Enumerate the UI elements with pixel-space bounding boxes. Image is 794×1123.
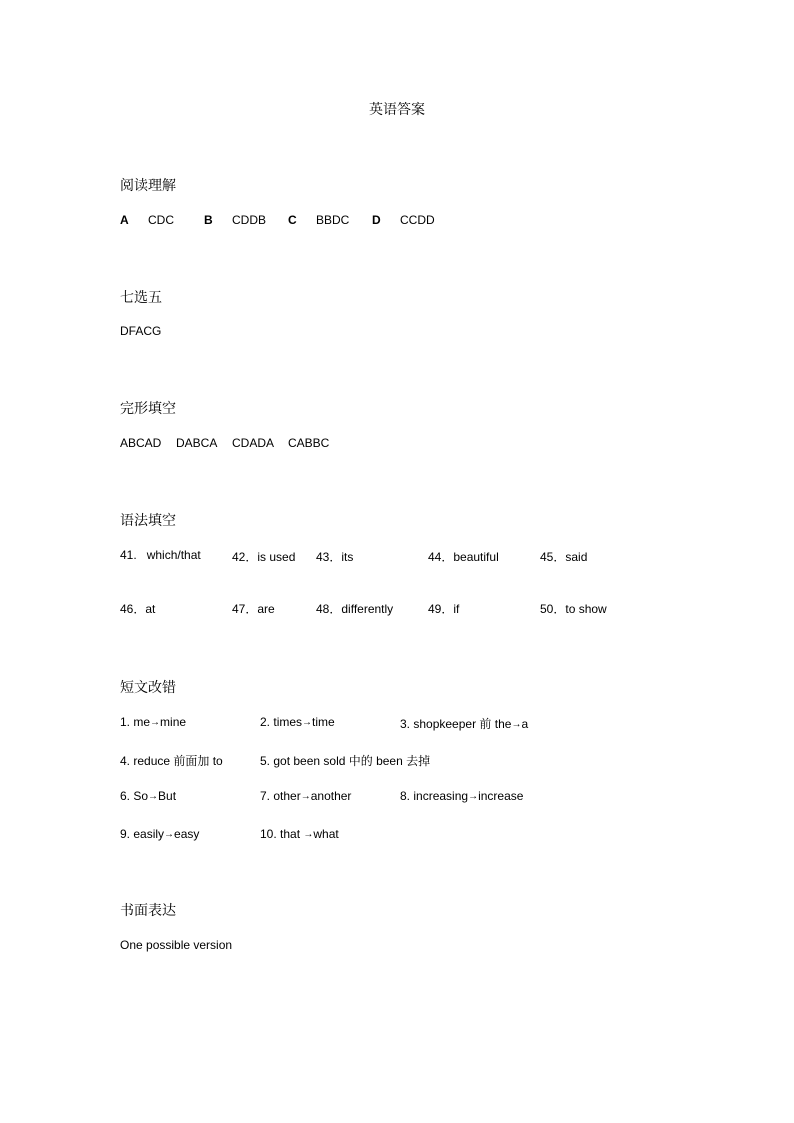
grammar-item: 42．is used [232,550,296,564]
arrow-icon: → [511,719,522,730]
page-title: 英语答案 [369,101,425,117]
arrow-icon: → [303,829,314,840]
grammar-item: 49．if [428,602,460,616]
cloze-group: CDADA [232,436,275,450]
error-correction-heading: 短文改错 [120,679,176,695]
correction-item: 10. that →what [260,827,339,841]
correction-item: 9. easily→easy [120,827,200,841]
cloze-group: CABBC [288,436,330,450]
grammar-item: 44．beautiful [428,550,499,564]
correction-item: 7. other→another [260,789,352,803]
grammar-item: 48．differently [316,602,394,616]
correction-item: 3. shopkeeper 前 the→a [400,717,529,731]
correction-item: 4. reduce 前面加 to [120,754,223,768]
arrow-icon: → [150,717,161,728]
seven-five-answer: DFACG [120,324,162,338]
reading-answer-b: CDDB [232,213,267,227]
arrow-icon: → [164,829,175,840]
reading-label-a: A [120,213,129,227]
arrow-icon: → [302,717,313,728]
arrow-icon: → [300,791,311,802]
grammar-item: 46．at [120,602,156,616]
writing-heading: 书面表达 [120,902,176,918]
cloze-heading: 完形填空 [120,400,176,416]
reading-label-b: B [204,213,213,227]
writing-text: One possible version [120,938,233,952]
correction-item: 8. increasing→increase [400,789,524,803]
correction-item: 2. times→time [260,715,335,729]
reading-label-c: C [288,213,297,227]
grammar-heading: 语法填空 [120,512,176,528]
arrow-icon: → [148,791,159,802]
cloze-group: ABCAD [120,436,162,450]
correction-item: 1. me→mine [120,715,187,729]
grammar-item: 41. which/that [120,548,201,562]
reading-label-d: D [372,213,381,227]
seven-five-heading: 七选五 [120,289,162,305]
grammar-item: 43．its [316,550,354,564]
reading-answer-a: CDC [148,213,174,227]
arrow-icon: → [468,791,479,802]
cloze-group: DABCA [176,436,218,450]
correction-item: 6. So→But [120,789,177,803]
grammar-item: 47．are [232,602,275,616]
reading-answer-c: BBDC [316,213,350,227]
reading-answer-d: CCDD [400,213,435,227]
correction-item: 5. got been sold 中的 been 去掉 [260,754,431,768]
grammar-item: 50．to show [540,602,607,616]
grammar-item: 45．said [540,550,588,564]
reading-heading: 阅读理解 [120,177,176,193]
